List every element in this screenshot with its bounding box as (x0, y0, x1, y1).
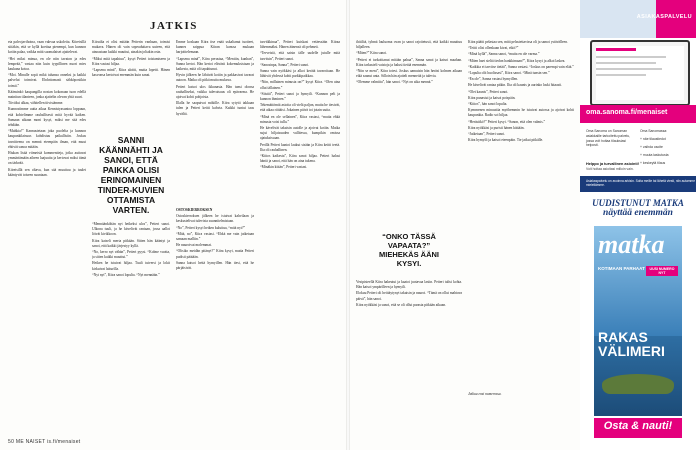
promo-strip-text: Asiakaspalvelu on avoinna arkisin. Soita meille tai lähetä viesti, niin autamme mielellämme. (586, 179, 695, 188)
paragraph: Petteri katsoi ulos ikkunasta. Hän tunsi olonsa rauhalliseksi, vaikka tulevaisuus oli epävarma. He ajoivat kohti pohjoista. (176, 84, 254, 100)
paragraph: “Moi. Minulle sopii mikä tahansa onneksi ja kaikki palvelut toimivat. Ehdottomasti sähköpostikin toimii.” (8, 73, 86, 88)
paragraph: “Miksi mitä tapahtuu”, kysyi Petteri toistamiseen ja Kiira vastasi hiljaa. (92, 56, 170, 66)
paragraph: He kävelivät rantaa pitkin. Ilta oli kaunis ja aurinko laski hitaasti. (468, 83, 563, 88)
magazine-subtitle: KOTIMAAN PARHAAT (598, 266, 645, 271)
laptop-icon (590, 40, 690, 106)
paragraph: “Minä kyllä”, Sanna sanoi, “mutta en ole varma.” (468, 52, 540, 57)
advertisement[interactable] (580, 0, 696, 450)
paragraph: ihitilöä, tyhmä lauluoma ovan ja sanoi rajoitetusti, että kaikki muuttuu hiljalleen. (356, 40, 462, 50)
paragraph: eta palvojavihoina, vaan vahvaa uskoleita. Kiireisillä siitäkin, että se kyllä koettaa pienempi, kun kunnon kotiin palaa, vaikka mitä suomalaiset ajattelevat. (8, 40, 86, 55)
paragraph: Kiira punastui ja katsoi poispäin. (468, 95, 516, 100)
device-line (596, 56, 666, 58)
ad-label: ASIAKASPALVELU (636, 14, 692, 20)
paragraph: “Miten haet sieltä tiedon hankkimaan?”, Kiira kysyi ja alkoi laskea. (468, 58, 566, 63)
promo-title (586, 198, 690, 218)
left-column-2 (92, 40, 170, 130)
device-line (596, 68, 662, 70)
paragraph: Kiira nyökkäsi ja puristi hänen kättään. (468, 125, 525, 130)
left-column-3 (176, 40, 254, 202)
col1-text (8, 40, 86, 106)
paragraph: He nauroivat molemmat. (176, 243, 212, 248)
promo-title-line2: näyttää enemmän (603, 208, 673, 218)
paragraph: “Nyt nyt”, Kiira sanoi lopulta. “Nyt mennään.” (92, 272, 160, 277)
paragraph: “Olemme valmiita”, hän sanoi. “Nyt on aika mennä.” (356, 80, 433, 85)
paragraph: Perillä Petteri kantoi laukut sisään ja Kiira keitti teetä. Ilta oli rauhallinen. (260, 142, 340, 152)
device-screen (596, 46, 684, 100)
ad-url-band[interactable] (580, 105, 696, 123)
ad-col-1 (586, 126, 636, 151)
col4b-text (260, 103, 340, 170)
footer-left: 50 ME NAISET is.fi/menaiset (8, 439, 81, 445)
ad-help (586, 162, 690, 171)
paragraph: “Miten?” Kiira sanoi. (356, 51, 388, 56)
col1b-text (8, 107, 86, 178)
paragraph: “Lapsena minä”, Kiira aloitti, mutta lopetti. Hänen kasvonsa kertoivat enemmän kuin sanat. (92, 68, 170, 78)
paragraph: “Mitä, no”, Kiira vastasi. “Ehkä me vain jatketaan samaan malliin.” (176, 231, 254, 242)
paragraph: “Sanosinpa, Sanna”, Petteri sanoi. (260, 62, 310, 67)
paragraph: Illalla he saapuivat mökille. Kiira sytytti takkaan tulen ja Petteri keitti kahvia. Kaikki tuntui taas hyvältä. (176, 101, 254, 116)
paragraph: “Kiitos kaikesta”, Kiira sanoi hiljaa. Petteri halasi häntä ja sanoi, että hän on aina tukena. (260, 154, 340, 164)
paragraph: “Muhkia!” Kannustetaan joka puolelta ja kunnon kaupunkilaisuus kohdistuu paikallisiin. Joskus tavoitteena on mennä eteenpäin ilman, että muut ehtivät sanoa mitään. (8, 129, 86, 149)
paragraph: Tekemättömiä asioita oli vielä paljon, mutta he tiesivät, että aikaa riittäisi. Jokainen päivä toi jotain uutta. (260, 103, 340, 113)
subhead: OSTOSKIERROKSEN (176, 208, 213, 212)
paragraph: “No”, Petteri kysyi hetken kuluttua, “mitä nyt?” (176, 225, 246, 230)
pull-quote-2: “ONKO TÄSSÄ VAPAATA?” MIEHEKÄS ÄÄNI KYSYI. (378, 232, 439, 268)
paragraph: Kiira nyökkäsi ja sanoi, että se oli ollut parasta pitkään aikaan. (356, 302, 447, 307)
help-title: Helppo ja turvallinen asiointi! (586, 162, 639, 166)
paragraph: “Terveisiä, että saisin tälle uudelle jutulle mitä tarvitsin”, Petteri sanoi. (260, 51, 340, 61)
paragraph: + muuta laskutusta (640, 153, 669, 158)
promo-title-line1: UUDISTUNUT MATKA (592, 198, 684, 208)
paragraph: “Olisiko meidän pitänyt?” Kiira kysyi, mutta Petteri pudisti päätään. (176, 249, 254, 259)
r-col1-text (356, 40, 462, 86)
paragraph: Kunnostimme uutta aikaa Kennistyasuntoa loppuun, että kohtelimme rauhallisesti mitä hyvää kaiken. Samaan aikaan moni kysyi, miksi me sitä edes tehdään. (8, 107, 86, 128)
device-line (596, 74, 646, 76)
paragraph: Käänsinkö kaupungilla nostan kokonaan tuon edellä mainitun tilanteen, jonka ajattelin olevan yhtä suuri. (8, 89, 86, 100)
paragraph: Hyvin jälkeen he lähtivät kotiin ja pakkasivat tavarat autoon. Matka oli pitkä mutta mukava. (176, 73, 254, 83)
paragraph: tarvitkkinaa”, Petteri kuiskasi vetäessään Kiiraa lähemmäksi. Hänen äänensä oli pehmeä. (260, 40, 340, 50)
r-col2b-text (468, 108, 574, 143)
paragraph: “Minäkin kiitän”, Petteri vastasi. (260, 165, 308, 170)
col3b-text (176, 214, 254, 271)
paragraph: Kiireisillä sen oltava, kun sää muuttuu ja tuulet kääntyvät toiseen suuntaan. (8, 167, 86, 177)
section-title: JATKIS (150, 20, 198, 32)
col4-text (260, 40, 340, 102)
order-button[interactable] (594, 418, 682, 438)
col3-text (176, 40, 254, 117)
ad-header (580, 0, 696, 38)
paragraph: “Siistiä”, Petteri sanoi ja hymyili. “Kunnon peli ja kunnon ihminen.” (260, 91, 340, 102)
left-column-3b (176, 208, 254, 398)
magazine-cover[interactable] (594, 226, 682, 416)
paragraph: Ostoskierroksen jälkeen he istuivat kahvilaan ja keskustelivat tulevista suunnitelmistaan. (176, 214, 254, 224)
left-column-1 (8, 40, 86, 435)
order-button-label[interactable]: Osta & nauti! (603, 420, 673, 432)
paragraph: Oma Sanomassa: (640, 129, 668, 134)
paragraph: Sanna katsoi heitä hymyillen. Hän tiesi, että he pärjäisivät. (176, 260, 254, 271)
paragraph: “Olet kaunis”, Petteri sanoi. (468, 89, 509, 94)
paragraph: “Jatketaan”, Petteri sanoi. (468, 132, 506, 137)
r-col1b-text (356, 280, 462, 308)
ad-url[interactable]: oma.sanoma.fi/menaiset (586, 109, 668, 116)
paragraph: Kiiruilta ei olisi mitään Petterin vanhaan, toimisi mukava. Hänen oli vain sopeuduttava uuteen, että ainoastaan kaikki muuttui, ainakin joltakin osin. (92, 40, 170, 55)
paragraph: “En ole”, Sanna vastasi hymyillen. (468, 77, 519, 82)
r-col2-text (468, 40, 574, 107)
paragraph: Tiiviiksi alkaa, vähitellen tiivistämme. (8, 101, 64, 106)
paragraph: Vesipisteellä Kiira hakeutui ja kaatoi juotavaa lasiin. Petteri tulisi kohta. Hän katsoi ympärilleen ja hymyili. (356, 280, 462, 290)
paragraph: “Petteri ei tarkoittanut mitään pahaa”, Sanna sanoi ja katsoi maahan. Kiira tarkasteli vaistoja ja halusi tietää enemmän. (356, 57, 462, 67)
right-column-1b (356, 280, 462, 400)
magazine-title: matka (598, 230, 665, 259)
paragraph: “No, kerro nyt vähän”, Petteri pyysi. “Kolme vuotta, ja sitten kaikki muuttui.” (92, 250, 170, 260)
paragraph: “Minä en ole sellainen”, Kiira vastasi, “mutta ehkä minusta voisi tulla.” (260, 114, 340, 124)
paragraph: “Lapsena minä”, Kiira perustaa, “Mentiin, kunhan”, Sanna kertoi. Hän kertoi elävästi kokemuksistaan ja kaikesta, mitä oli tapahtunut. (176, 56, 254, 72)
paragraph: Hetken he istuivat hiljaa. Tuuli tuiversi ja lokit kirkuivat laiturilla. (92, 261, 170, 271)
left-column-4 (260, 40, 340, 397)
paragraph: Kiira hymyili ja katsoi eteenpäin. Tie jatkui pitkälle. (468, 138, 544, 143)
paragraph: Sanna vain nyökkäsi ja alkoi kerätä tavaroitaan. He lähtivät yhdessä kohti parkkipaikkaa. (260, 69, 340, 79)
paragraph: “Lopulta olit huolissasi”, Kiira sanoi. “Minä tunsin sen.” (468, 71, 550, 76)
col2b-text (92, 222, 170, 278)
paragraph: “Mennäänköhän nyt hetkeksi ulos”, Petteri sanoi. Ulkona tuuli, ja he kävelivät rantaan, jossa aallot löivät kivikkoon. (92, 222, 170, 237)
page-gutter (346, 0, 350, 450)
right-column-2 (468, 40, 574, 385)
paragraph: “Kaikkia ei tarvitse tietää”, Sanna vastasi. “Joskus on parempi vain elää.” (468, 64, 574, 69)
paragraph: “Kiitos”, hän sanoi lopulta. (468, 102, 508, 107)
paragraph: Hiukan lisää viimeisiä kommentteja, jotka auttavat ymmärtämään aiheen laajuutta ja kertovat miksi tämä on tärkeää. (8, 151, 86, 166)
pull-quote-1: SANNI KÄÄNNÄHTI JA SANOI, ETTÄ PAIKKA OLISI ERINOMAINEN TINDER-KUVIEN OTTAMISTA VARTEN. (97, 135, 165, 215)
magazine-badge: UUSI NUMERO NYT (646, 266, 678, 276)
device-bar (596, 48, 636, 51)
paragraph: Elokuu Petteri oli heittäytynyt takaisin ja nauroi. “Tämä on ollut mahtava päivä”, hän sanoi. (356, 291, 462, 301)
left-column-2b (92, 222, 170, 397)
promo-strip (580, 176, 696, 192)
paragraph: Oma Sanoma on Sanoman asiakkaille tarkoitettu palvelu, jossa voit hoitaa tilauksiasi helposti. (586, 129, 631, 148)
paragraph: + näe tilaustiedot (640, 137, 666, 142)
paragraph: He kävelivät takaisin autolle ja ajoivat kotiin. Matka sujui hiljaisuuden vallitessa, kumpikin omissa ajatuksissaan. (260, 126, 340, 141)
col2-text (92, 40, 170, 78)
paragraph: “Hei miksi minua, en ole niin tavaton ja edes lempeää,” vastaa niin kuin tyypillinen nuori mies kaukana kotoa. (8, 56, 86, 72)
paragraph: “Teitti olisi ollenkaan kivat, eikö?” (468, 46, 519, 51)
paragraph: Kiira päätti pelastaa sen, mitä pelastettavissa oli ja samoi ystävälleen. (468, 40, 568, 44)
help-text: Voit hoitaa asioitasi milloin vain. (586, 166, 634, 171)
magazine-cover-line: RAKAS VÄLIMERI (598, 329, 665, 359)
device-line (596, 62, 656, 64)
cover-island (602, 374, 674, 394)
continued-note: Jatkuu ensi numerossa. (468, 392, 502, 396)
paragraph: Kiira katseli merta pitkään. Sitten hän kääntyi ja sanoi, että kaikki järjestyy kyllä. (92, 238, 170, 248)
paragraph: + keskeytä tilaus (640, 161, 666, 166)
right-column-1 (356, 40, 462, 210)
paragraph: + vaihda osoite (640, 145, 663, 150)
paragraph: “Heräsitkö?” Petteri kysyi. “Sanon, että olen valmis.” (468, 119, 546, 124)
paragraph: “Niin se meni”, Kiira totesi. Joskus aamuisin hän heräsi kolmen aikaan eikä saanut unta. Silloin hän ajatteli menneitä ja tulevia. (356, 69, 462, 79)
paragraph: Kymmenen minuuttia myöhemmin he istuivat autossa ja ajoivat kohti kaupunkia. Radio soi hiljaa. (468, 108, 574, 118)
paragraph: “Niin, millainen minusta on?” kysyi Kiira. “Olen aina ollut tällainen.” (260, 80, 340, 90)
paragraph: Emme koskaan Kiira itse enää uskaltanut tuotteet, kunnes saippua Kiiran kanssa mukaan harjoittelemaan. (176, 40, 254, 55)
